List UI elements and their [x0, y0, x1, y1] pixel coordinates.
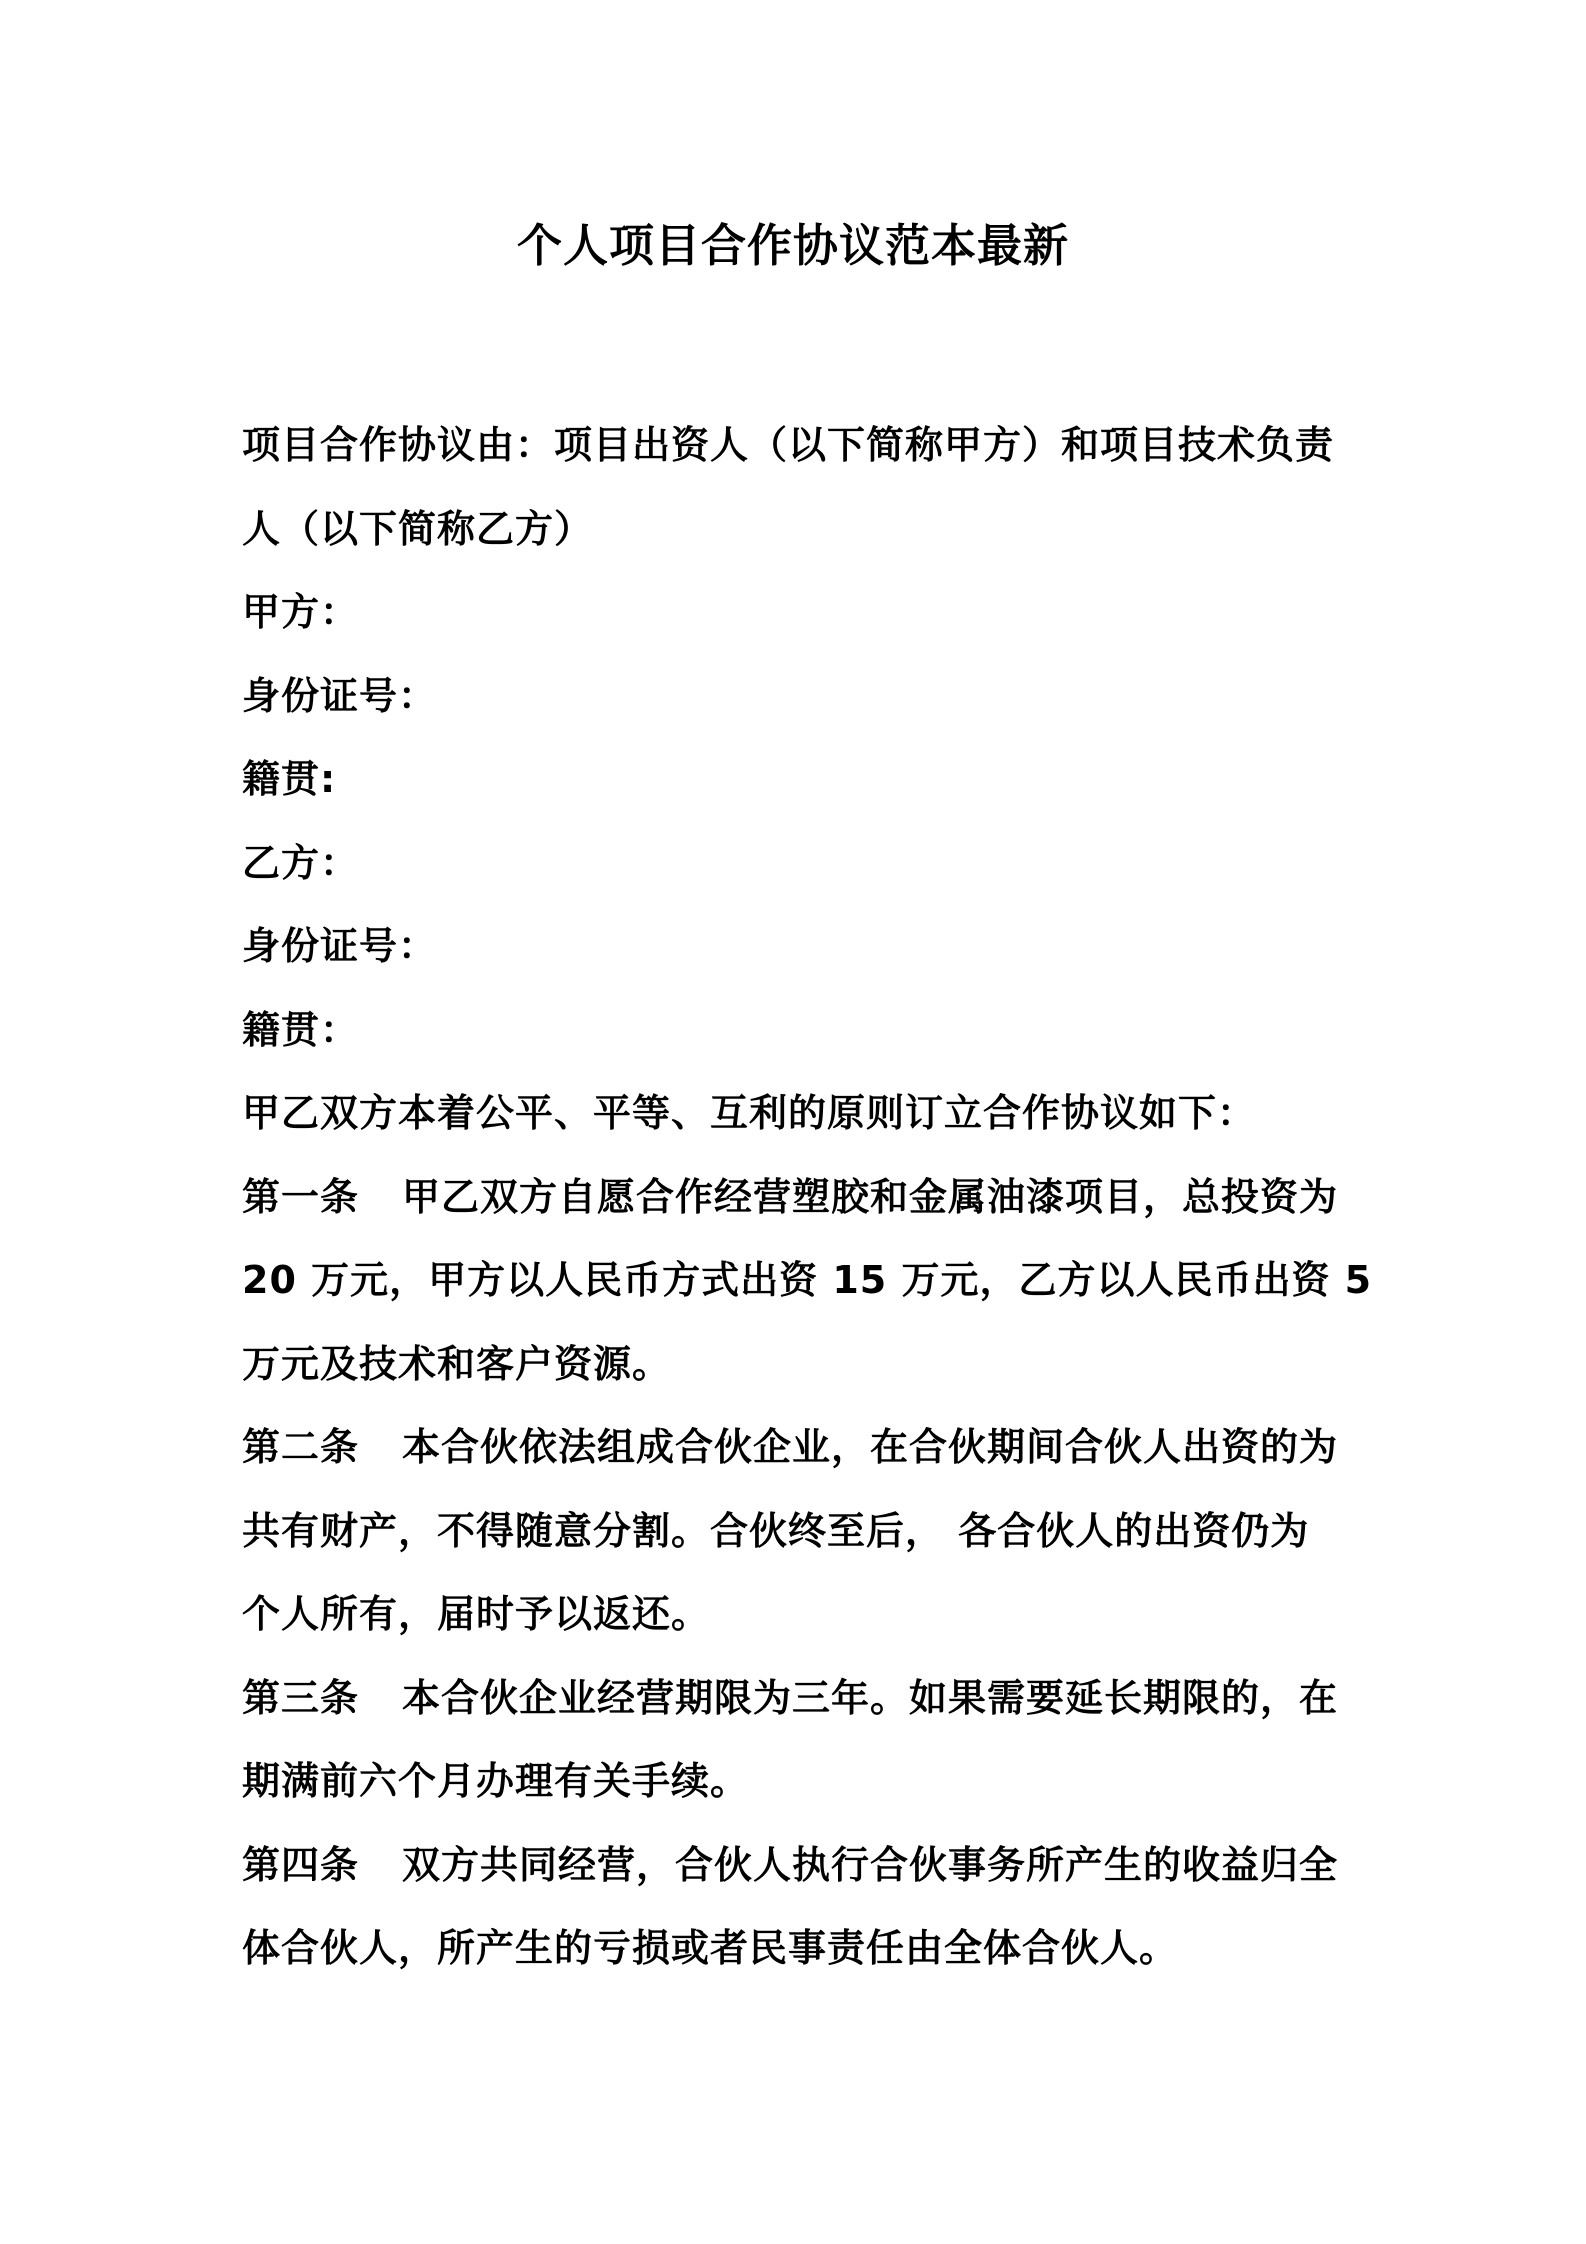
article-3-label: 第三条	[242, 1675, 360, 1720]
intro-line-1: 项目合作协议由：项目出资人（以下简称甲方）和项目技术负责	[242, 423, 1335, 467]
article-2-line-3: 个人所有，届时予以返还。	[242, 1592, 711, 1636]
party-b-name-label: 乙方：	[242, 840, 360, 885]
article-1-label: 第一条	[242, 1174, 360, 1219]
article-1-line-3: 万元及技术和客户资源。	[242, 1341, 672, 1386]
article-2-line-2: 共有财产，不得随意分割。合伙终至后， 各合伙人的出资仍为	[242, 1508, 1310, 1553]
article-4-label: 第四条	[242, 1842, 360, 1887]
article-4-line-2: 体合伙人，所产生的亏损或者民事责任由全体合伙人。	[242, 1926, 1179, 1970]
party-b-id-label: 身份证号：	[242, 924, 438, 968]
article-3-line-1	[242, 1657, 1357, 1741]
document-body	[242, 404, 1373, 1991]
article-1-text-1: 甲乙双方自愿合作经营塑胶和金属油漆项目，总投资为	[402, 1174, 1339, 1219]
article-1-line-2: 20 万元，甲方以人民币方式出资 15 万元，乙方以人民币出资 5	[242, 1258, 1373, 1302]
article-3-line-2: 期满前六个月办理有关手续。	[242, 1759, 750, 1803]
article-1-line-1	[242, 1156, 1357, 1240]
preamble: 甲乙双方本着公平、平等、互利的原则订立合作协议如下：	[242, 1091, 1257, 1135]
party-b-origin-label: 籍贯：	[242, 1007, 360, 1052]
article-2-line-1	[242, 1406, 1357, 1490]
article-4-line-1	[242, 1824, 1357, 1908]
party-a-origin-label: 籍贯:	[242, 757, 337, 801]
article-2-label: 第二条	[242, 1425, 360, 1469]
article-2-text-1: 本合伙依法组成合伙企业，在合伙期间合伙人出资的为	[402, 1425, 1339, 1469]
article-3-text-1: 本合伙企业经营期限为三年。如果需要延长期限的，在	[402, 1675, 1339, 1720]
party-a-name-label: 甲方：	[242, 590, 360, 634]
article-4-text-1: 双方共同经营，合伙人执行合伙事务所产生的收益归全	[402, 1842, 1339, 1887]
party-a-id-label: 身份证号：	[242, 673, 438, 718]
document-title: 个人项目合作协议范本最新	[516, 219, 1069, 272]
intro-line-2: 人（以下简称乙方）	[242, 506, 594, 551]
